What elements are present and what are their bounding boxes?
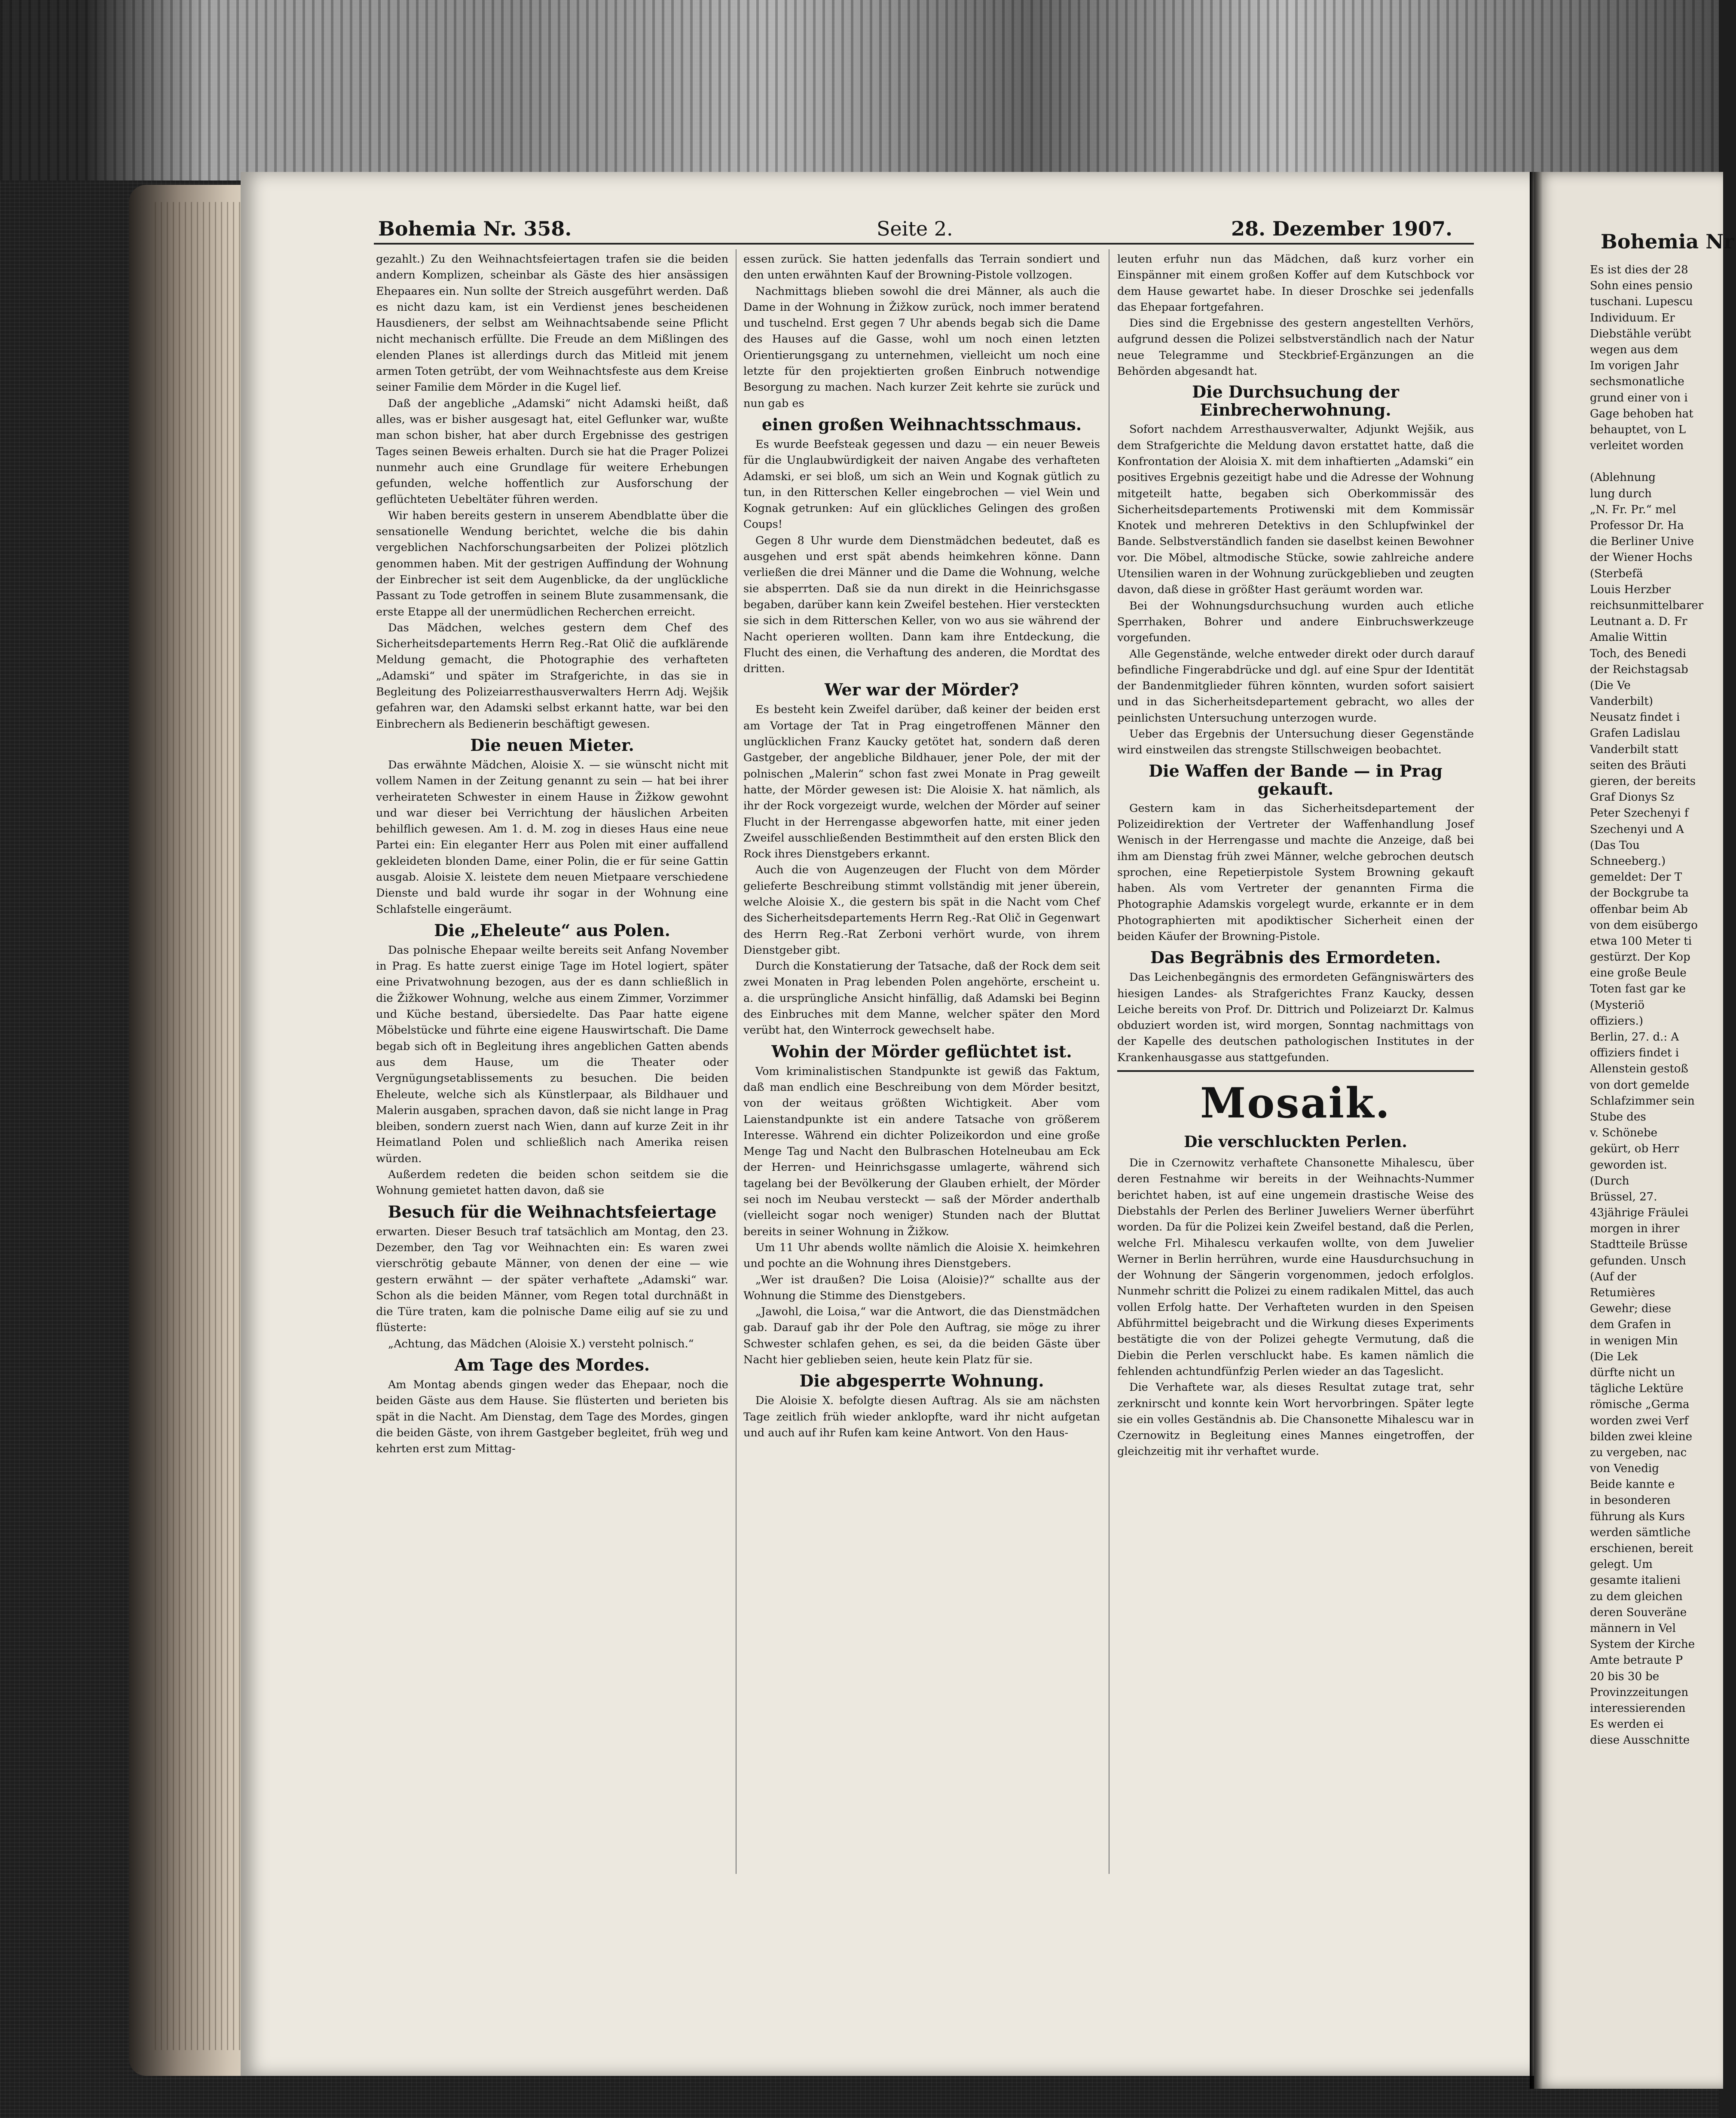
adjacent-page-line: 43jährige Fräulei [1590,1206,1689,1220]
paragraph: Vom kriminalistischen Standpunkte ist gewiß das Faktum, daß man endlich eine Beschreibung von dem Mörder besitzt, von der weitaus größten Wichtigkeit. Aber vom Laienstandpunkte ist ein andere Tatsache von größerem Interesse. Während ein dichter Polizeikordon und eine große Menge Tag und Nacht den Bulbraschen Hotelneubau am Eck der Herren- und Heinrichsgasse umlagerte, während sich tagelang bei der Bevölkerung der Glauben erhielt, der Mörder sei noch im Neubau versteckt — saß der Mörder anderthalb (vielleicht sogar noch weniger) Stunden nach der Bluttat bereits in seiner Wohnung in Žižkow. [743,1065,1100,1238]
adjacent-page-line: Szechenyi und A [1590,823,1684,836]
adjacent-page-line: der Bockgrube ta [1590,887,1689,900]
adjacent-page-line: gestürzt. Der Kop [1590,951,1690,964]
adjacent-page-line: Gage behoben hat [1590,407,1693,420]
adjacent-page-line: der Reichstagsab [1590,663,1688,676]
adjacent-page-line: (Ablehnung [1590,471,1656,484]
section-heading: Das Begräbnis des Ermordeten. [1150,948,1441,967]
adjacent-page-line: erschienen, bereit [1590,1542,1693,1555]
adjacent-page-line: werden sämtliche [1590,1526,1691,1539]
adjacent-page-line: lung durch [1590,487,1652,500]
adjacent-page-line: Amte betraute P [1590,1654,1683,1667]
paragraph: Die Aloisie X. befolgte diesen Auftrag. Als sie am nächsten Tage zeitlich früh wieder anklopfte, ward ihr nicht aufgetan und auch auf ihr Rufen kam keine Antwort. Von den Haus- [743,1394,1100,1439]
section-heading: Wer war der Mörder? [824,680,1019,700]
adjacent-page-line: (Durch [1590,1174,1629,1188]
column-3 [1117,251,1474,1460]
section-heading: Die verschluckten Perlen. [1184,1133,1407,1151]
paragraph: Durch die Konstatierung der Tatsache, daß der Rock dem seit zwei Monaten in Prag lebenden Polen angehörte, erscheint u. a. die ursprüngliche Ansicht hinfällig, daß Adamski bei Beginn des Einbruches mit dem Manne, welcher später den Mord verübt hat, den Winterrock gewechselt habe. [743,960,1100,1037]
adjacent-page-column [1590,262,1736,1748]
adjacent-page-line: System der Kirche [1590,1638,1695,1651]
adjacent-page-line: gieren, der bereits [1590,775,1696,788]
adjacent-page-line: von Venedig [1590,1462,1659,1475]
adjacent-page-line: Toten fast gar ke [1590,982,1686,996]
adjacent-page-line: Im vorigen Jahr [1590,359,1679,373]
paragraph: Das Mädchen, welches gestern dem Chef des Sicherheitsdepartements Herrn Reg.-Rat Olič die aufklärende Meldung gemacht, die Photographie des verhafteten „Adamski“ und später im Strafgerichte, in das sie in Begleitung des Polizeiarresthausverwalters Herrn Adj. Wejšik gefahren war, den Adamski selbst erkannt hatte, war bei den Einbrechern als Bedienerin beschäftigt gewesen. [376,621,728,731]
adjacent-page-line: tuschani. Lupescu [1590,295,1693,309]
paragraph: Am Montag abends gingen weder das Ehepaar, noch die beiden Gäste aus dem Hause. Sie flüsterten und berieten bis spät in die Nacht. Am Dienstag, dem Tage des Mordes, gingen die beiden Gäste, von ihrem Gastgeber begleitet, früh weg und kehrten erst zum Mittag- [376,1378,728,1456]
adjacent-page-line: morgen in ihrer [1590,1222,1680,1236]
adjacent-page-line: verleitet worden [1590,439,1684,453]
adjacent-page-line: Vanderbilt) [1590,695,1653,708]
adjacent-page-line: Allenstein gestoß [1590,1062,1688,1076]
adjacent-page-line: Diebstähle verübt [1590,327,1691,340]
adjacent-page-line: Es werden ei [1590,1718,1664,1731]
adjacent-page-line: Louis Herzber [1590,583,1671,596]
section-divider [1117,1070,1474,1072]
adjacent-page-line: Beide kannte e [1590,1478,1675,1491]
adjacent-page-line: Stube des [1590,1110,1646,1123]
adjacent-page-line: wegen aus dem [1590,343,1678,356]
paragraph: Die in Czernowitz verhaftete Chansonette Mihalescu, über deren Festnahme wir bereits in der Weihnachts-Nummer berichtet haben, ist auf eine ungemein drastische Weise des Diebstahls der Perlen des Berliner Juweliers Werner überführt worden. Da für die Polizei kein Zweifel bestand, daß die Perlen, welche Frl. Mihalescu verkaufen wollte, von dem Juwelier Werner in Berlin herrühren, wurde eine Hausdurchsuchung in der Wohnung der Sängerin vorgenommen, jedoch erfolglos. Nunmehr schritt die Polizei zu einem radikalen Mittel, das auch vollen Erfolg hatte. Der Verhafteten wurden in den Speisen Abführmittel beigebracht und die Wirkung dieses Experiments bestätigte die von der Polizei gehegte Vermutung, daß die Diebin die Perlen verschluckt habe. Es kamen nämlich die fehlenden achtundfünfzig Perlen wieder an das Tageslicht. [1117,1157,1474,1378]
adjacent-page-header: Bohemia Nr [1601,230,1734,253]
adjacent-page-line: behauptet, von L [1590,423,1686,436]
adjacent-page-line: Vanderbilt statt [1590,743,1678,756]
adjacent-page-line: in besonderen [1590,1494,1671,1507]
adjacent-page-line: (Die Lek [1590,1350,1638,1363]
adjacent-page-line: gelegt. Um [1590,1558,1653,1571]
adjacent-page-line: gefunden. Unsch [1590,1254,1686,1267]
column-rule [736,249,737,1874]
section-heading: einen großen Weihnachtsschmaus. [761,414,1082,434]
top-scan-area [0,0,1719,181]
column-1 [376,251,728,1457]
adjacent-page-line: tägliche Lektüre [1590,1382,1684,1396]
adjacent-page-line: bilden zwei kleine [1590,1430,1693,1443]
adjacent-page-line: Toch, des Benedi [1590,647,1687,660]
paragraph: Gegen 8 Uhr wurde dem Dienstmädchen bedeutet, daß es ausgehen und erst spät abends heimkehren könne. Dann verließen die drei Männer und die Dame die Wohnung, welche sie absperrten. Daß sie da nun direkt in die Heinrichsgasse begaben, darüber kann kein Zweifel bestehen. Hier versteckten sie sich in dem Ritterschen Keller, von wo aus sie während der Nacht operieren wollten. Dann kam ihre Entdeckung, die Flucht des einen, die Verhaftung des anderen, die Mordtat des dritten. [743,534,1100,676]
adjacent-page-line: (Mysteriö [1590,998,1645,1012]
adjacent-page-line: offenbar beim Ab [1590,903,1688,916]
adjacent-page-line: Amalie Wittin [1590,631,1667,644]
paragraph: essen zurück. Sie hatten jedenfalls das Terrain sondiert und den unten erwähnten Kauf der Browning-Pistole vollzogen. [743,253,1100,282]
paragraph: Außerdem redeten die beiden schon seitdem sie die Wohnung gemietet hatten davon, daß sie [376,1168,728,1197]
header-page-number: Seite 2. [877,217,953,240]
adjacent-page-line: der Wiener Hochs [1590,551,1693,564]
paragraph: Auch die von Augenzeugen der Flucht von dem Mörder gelieferte Beschreibung stimmt vollständig mit jener überein, welche Aloisie X., die gestern bis spät in die Nacht vom Chef des Sicherheitsdepartements Herrn Reg.-Rat Olič in Gegenwart des Herrn Reg.-Rat Zerboni verhört wurde, von ihrem Dienstgeber gibt. [743,863,1100,957]
paragraph: Alle Gegenstände, welche entweder direkt oder durch darauf befindliche Fingerabdrücke und dgl. auf eine Spur der Identität der Bandenmitglieder führen könnten, wurden sofort saisiert und in das Sicherheitsdepartement gebracht, wo alles der peinlichsten Untersuchung unterzogen wurde. [1117,647,1474,725]
adjacent-page-line: Schneeberg.) [1590,854,1666,868]
adjacent-page-line: (Auf der [1590,1270,1637,1283]
adjacent-page-line: sechsmonatliche [1590,375,1684,389]
adjacent-page-line: (Sterbefä [1590,567,1643,580]
adjacent-page-line: römische „Germa [1590,1398,1690,1411]
paragraph: „Jawohl, die Loisa,“ war die Antwort, die das Dienstmädchen gab. Darauf gab ihr der Pole den Auftrag, sie möge zu ihrer Schwester schlafen gehen, es sei, da die beiden Gäste über Nacht hier geblieben seien, heute kein Platz für sie. [743,1305,1100,1366]
paragraph: Um 11 Uhr abends wollte nämlich die Aloisie X. heimkehren und pochte an die Wohnung ihres Dienstgebers. [743,1241,1100,1270]
paragraph: Das Leichenbegängnis des ermordeten Gefängniswärters des hiesigen Landes- als Strafgerichtes Franz Kaucky, dessen Leiche bereits von Prof. Dr. Dittrich und Polizeiarzt Dr. Kalmus obduziert worden ist, wird morgen, Sonntag nachmittags von der Kapelle des deutschen pathologischen Institutes in der Krankenhausgasse aus stattgefunden. [1117,971,1474,1064]
adjacent-page-line: grund einer von i [1590,391,1688,404]
adjacent-page-line: Graf Dionys Sz [1590,791,1674,804]
paragraph: erwarten. Dieser Besuch traf tatsächlich am Montag, den 23. Dezember, den Tag vor Weihnachten ein: Es waren zwei vierschrötig gebaute Männer, von denen der eine — wie gestern erwähnt — der später verhaftete „Adamski“ war. Schon als die beiden Männer, vom Regen total durchnäßt in die Türe traten, kam die polnische Dame eilig auf sie zu und flüsterte: [376,1225,728,1334]
adjacent-page-line: Retumières [1590,1286,1655,1299]
paragraph: Das erwähnte Mädchen, Aloisie X. — sie wünscht nicht mit vollem Namen in der Zeitung genannt zu sein — hat bei ihrer verheirateten Schwester in einem Hause in Žižkow gewohnt und war dieser bei Verrichtung der häuslichen Arbeiten behilflich gewesen. Am 1. d. M. zog in dieses Haus eine neue Partei ein: Ein eleganter Herr aus Polen mit einer auffallend gekleideten blonden Dame, einer Polin, die er für seine Gattin ausgab. Aloisie X. leistete dem neuen Mietpaare verschiedene Dienste und bald wurde ihr sogar in der Wohnung eine Schlafstelle eingeräumt. [376,758,728,916]
adjacent-page-line: die Berliner Unive [1590,535,1694,548]
adjacent-page-line: Berlin, 27. d.: A [1590,1031,1679,1044]
paragraph: Wir haben bereits gestern in unserem Abendblatte über die sensationelle Wendung berichtet, welche die bis dahin vergeblichen Nachforschungsarbeiten der Polizei plötzlich genommen haben. Mit der gestrigen Auffindung der Wohnung der Einbrecher ist seit dem Augenblicke, da der unglückliche Passant zu Tode getroffen in seinem Blute zusammensank, die erste Etappe all der unermüdlichen Recherchen erreicht. [376,509,728,618]
adjacent-page-line: (Das Tou [1590,839,1640,852]
paragraph: Gestern kam in das Sicherheitsdepartement der Polizeidirektion der Vertreter der Waffenhandlung Josef Wenisch in der Herrengasse und machte die Anzeige, daß bei ihm am Dienstag früh zwei Männer, welche gebrochen deutsch sprochen, eine Repetierpistole System Browning gekauft haben. Als vom Vertreter der genannten Firma die Photographie Adamskis vorgelegt wurde, erkannte er in dem Photographierten mit apodiktischer Sicherheit einen der beiden Käufer der Browning-Pistole. [1117,802,1474,943]
adjacent-page-line: männern in Vel [1590,1622,1676,1635]
adjacent-page-line: Gewehr; diese [1590,1302,1672,1316]
adjacent-page-line: in wenigen Min [1590,1334,1678,1347]
adjacent-page-line: Peter Szechenyi f [1590,807,1689,820]
adjacent-page-line: Grafen Ladislau [1590,727,1681,740]
paragraph: Dies sind die Ergebnisse des gestern angestellten Verhörs, aufgrund dessen die Polizei selbstverständlich nach der Natur neue Telegramme und Steckbrief-Ergänzungen an die Behörden abgesandt hat. [1117,317,1474,378]
header-rule [374,243,1474,245]
adjacent-page-line: Provinzzeitungen [1590,1686,1689,1699]
adjacent-page-line: Professor Dr. Ha [1590,519,1684,532]
adjacent-page-line: gekürt, ob Herr [1590,1142,1679,1156]
adjacent-page-line: offiziers.) [1590,1014,1644,1028]
adjacent-page-line: Individuum. Er [1590,311,1675,324]
adjacent-page-line: Leutnant a. D. Fr [1590,615,1687,628]
section-heading: Die Waffen der Bande — in Prag gekauft. [1149,761,1443,799]
header-masthead: Bohemia Nr. 358. [378,217,572,240]
adjacent-page-line: Neusatz findet i [1590,711,1680,724]
adjacent-page-line: seiten des Bräuti [1590,759,1687,772]
paragraph: Sofort nachdem Arresthausverwalter, Adjunkt Wejšik, aus dem Strafgerichte die Meldung davon erstattet hatte, daß die Konfrontation der Aloisia X. mit dem inhaftierten „Adamski“ ein positives Ergebnis gezeitigt habe und die Adresse der Wohnung mitgeteilt hatte, begaben sich Oberkommissär des Sicherheitsdepartements Protiwenski mit dem Kommissär Knotek und mehreren Detektivs in den Schlupfwinkel der Bande. Selbstverständlich fanden sie daselbst keinen Bewohner vor. Die Möbel, altmodische Stücke, sowie zahlreiche andere Utensilien waren in der Wohnung zurückgeblieben und zeugten davon, daß diese in größter Hast geräumt worden war. [1117,423,1474,597]
adjacent-page-line: Schlafzimmer sein [1590,1094,1695,1108]
adjacent-page-line: gesamte italieni [1590,1574,1681,1587]
paragraph: Bei der Wohnungsdurchsuchung wurden auch etliche Sperrhaken, Bohrer und andere Einbruchswerkzeuge vorgefunden. [1117,599,1474,645]
paragraph: Es wurde Beefsteak gegessen und dazu — ein neuer Beweis für die Unglaubwürdigkeit der naiven Angabe des verhafteten Adamski, er sei bloß, um sich an Wein und Kognak gütlich zu tun, in den Ritterschen Keller eingebrochen — viel Wein und Kognak getrunken: Auf ein glückliches Gelingen des großen Coups! [743,438,1100,531]
paragraph: Nachmittags blieben sowohl die drei Männer, als auch die Dame in der Wohnung in Žižkow zurück, noch immer beratend und tuschelnd. Erst gegen 7 Uhr abends begab sich die Dame des Hauses auf die Gasse, wohl um noch einen letzten Orientierungsgang zu unternehmen, vielleicht um noch eine letzte für den projektierten großen Einbruch notwendige Besorgung zu machen. Nach kurzer Zeit kehrte sie zurück und nun gab es [743,285,1100,410]
adjacent-page-line: eine große Beule [1590,967,1687,980]
section-heading: Die „Eheleute“ aus Polen. [434,920,670,940]
adjacent-page-line: Sohn eines pensio [1590,279,1693,293]
paragraph: Es besteht kein Zweifel darüber, daß keiner der beiden erst am Vortage der Tat in Prag eingetroffenen Männer den unglücklichen Franz Kaucky getötet hat, sondern daß deren Gastgeber, der angebliche Bildhauer, jener Pole, der mit der polnischen „Malerin“ schon fast zwei Monate in Prag geweilt hatte, der Mörder gewesen ist: Die Aloisie X. hat nämlich, als ihr der Rock vorgezeigt wurde, welchen der Mörder auf seiner Flucht in der Herrengasse abgeworfen hatte, mit einer jeden Zweifel ausschließenden Bestimmtheit auf den ersten Blick den Rock ihres Dienstgebers erkannt. [743,703,1100,861]
paragraph: leuten erfuhr nun das Mädchen, daß kurz vorher ein Einspänner mit einem großen Koffer auf dem Kutschbock vor dem Hause gewartet habe. In dieser Droschke sei jedenfalls das Ehepaar fortgefahren. [1117,253,1474,314]
adjacent-page-line: etwa 100 Meter ti [1590,934,1692,948]
section-heading: Am Tage des Mordes. [454,1355,650,1374]
paragraph: Das polnische Ehepaar weilte bereits seit Anfang November in Prag. Es hatte zuerst einige Tage im Hotel logiert, später eine Privatwohnung bezogen, aus der es dann schließlich in die Žižkower Wohnung, welche aus einem Zimmer, Vorzimmer und Küche bestand, übersiedelte. Das Paar hatte eigene Möbelstücke und führte eine eigene Hauswirtschaft. Die Dame begab sich oft in Begleitung ihres angeblichen Gatten abends aus dem Hause, um die Theater oder Vergnügungsetablissements zu besuchen. Die beiden Eheleute, welche sich als Künstlerpaar, als Bildhauer und Malerin ausgaben, sprachen davon, daß sie nicht lange in Prag bleiben, sondern zuerst nach Wien, dann auf kurze Zeit in ihr Heimatland Polen und schließlich nach Amerika reisen würden. [376,943,728,1165]
adjacent-page-line: dürfte nicht un [1590,1366,1675,1379]
adjacent-page-line: dem Grafen in [1590,1318,1671,1331]
adjacent-page-line: diese Ausschnitte [1590,1734,1690,1747]
paragraph: „Achtung, das Mädchen (Aloisie X.) versteht polnisch.“ [388,1337,694,1350]
adjacent-page-line: von dort gemelde [1590,1078,1690,1092]
adjacent-page-line: offiziers findet i [1590,1047,1679,1060]
paragraph: gezahlt.) Zu den Weihnachtsfeiertagen trafen sie die beiden andern Komplizen, scheinbar als Gäste des hier ansässigen Ehepaares ein. Nun sollte der Streich ausgeführt werden. Daß es nicht dazu kam, ist ein Verdienst jenes bescheidenen Hausdieners, der selbst am Weihnachtsabende seine Pflicht nicht mechanisch erfüllte. Die Freude an dem Mißlingen des elenden Planes ist allerdings durch das Mitleid mit jenem armen Toten getrübt, der vom Weihnachtsfeste aus dem Kreise seiner Familie dem Mörder in die Kugel lief. [376,253,728,394]
adjacent-page-line: von dem eisübergo [1590,918,1698,932]
section-heading: Die neuen Mieter. [470,735,634,755]
paragraph: „Wer ist draußen? Die Loisa (Aloisie)?“ schallte aus der Wohnung die Stimme des Dienstgebers. [743,1273,1100,1302]
adjacent-page-line: interessierenden [1590,1702,1686,1715]
adjacent-page-line: geworden ist. [1590,1158,1667,1172]
adjacent-page-line: Es ist dies der 28 [1590,263,1688,276]
adjacent-page-line: zu dem gleichen [1590,1590,1683,1603]
adjacent-page-line: Brüssel, 27. [1590,1190,1657,1203]
adjacent-page-line: „N. Fr. Pr.“ mel [1590,503,1676,516]
adjacent-page-line: führung als Kurs [1590,1510,1685,1523]
adjacent-page-line: (Die Ve [1590,679,1631,692]
adjacent-page-line: Stadtteile Brüsse [1590,1238,1688,1252]
section-heading: Wohin der Mörder geflüchtet ist. [771,1041,1072,1061]
header-date: 28. Dezember 1907. [1231,217,1452,240]
section-heading: Die Durchsuchung der Einbrecherwohnung. [1192,382,1399,420]
adjacent-page-line: gemeldet: Der T [1590,871,1682,884]
page-gutter-shadow [1530,172,1543,2089]
section-heading: Besuch für die Weihnachtsfeiertage [388,1202,717,1221]
adjacent-page-line [1590,454,1736,470]
column-2 [743,251,1100,1441]
paragraph: Ueber das Ergebnis der Untersuchung dieser Gegenstände wird einstweilen das strengste Stillschweigen beobachtet. [1117,728,1474,757]
paragraph: Die Verhaftete war, als dieses Resultat zutage trat, sehr zerknirscht und konnte kein Wort hervorbringen. Später legte sie ein volles Geständnis ab. Die Chansonette Mihalescu war in Czernowitz in Begleitung eines Mannes eingetroffen, der gleichzeitig mit ihr verhaftet wurde. [1117,1381,1474,1458]
adjacent-page-line: 20 bis 30 be [1590,1670,1660,1683]
adjacent-page-line: v. Schönebe [1590,1126,1658,1140]
adjacent-page-line: deren Souveräne [1590,1606,1687,1619]
adjacent-page-line: worden zwei Verf [1590,1414,1689,1427]
paragraph: Daß der angebliche „Adamski“ nicht Adamski heißt, daß alles, was er bisher ausgesagt hat, eitel Geflunker war, wußte man schon bisher, hat aber durch Ergebnisse des gestrigen Tages seinen Beweis erhalten. Durch sie hat die Prager Polizei nunmehr auch eine Grundlage für weitere Erhebungen gefunden, welche hoffentlich zur Ausforschung der geflüchteten Uebeltäter führen werden. [376,397,728,506]
mosaik-title: Mosaik. [1200,1079,1391,1128]
section-heading: Die abgesperrte Wohnung. [799,1371,1044,1391]
adjacent-page-line: reichsunmittelbarer [1590,599,1704,612]
adjacent-page-line: zu vergeben, nac [1590,1446,1687,1459]
